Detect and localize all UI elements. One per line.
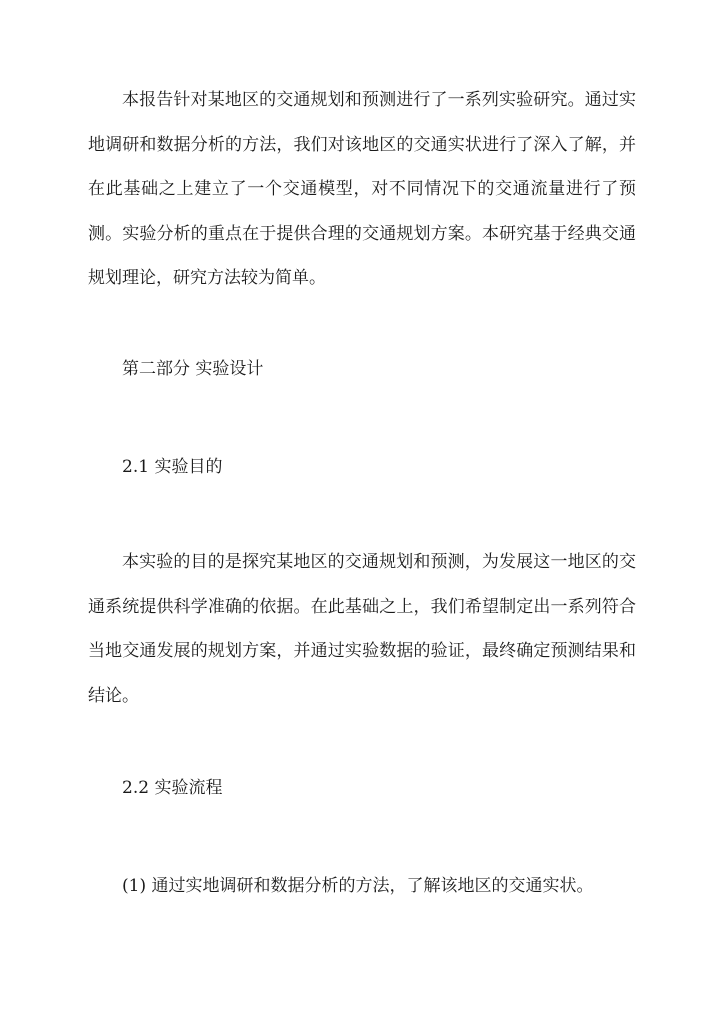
section-2-2-heading: 2.2 实验流程 [122, 778, 223, 798]
part-heading: 第二部分 实验设计 [122, 359, 264, 379]
section-2-1-paragraph: 本实验的目的是探究某地区的交通规划和预测，为发展这一地区的交通系统提供科学准确的依据。在此基础之上，我们希望制定出一系列符合当地交通发展的规划方案，并通过实验数据的验证，最终确定预测结果和结论。 [88, 552, 636, 706]
intro-paragraph: 本报告针对某地区的交通规划和预测进行了一系列实验研究。通过实地调研和数据分析的方法，我们对该地区的交通实状进行了深入了解，并在此基础之上建立了一个交通模型，对不同情况下的交通流量进行了预测。实验分析的重点在于提供合理的交通规划方案。本研究基于经典交通规划理论，研究方法较为简单。 [88, 90, 636, 288]
section-2-1-heading: 2.1 实验目的 [122, 457, 223, 477]
step-1-list-item: (1) 通过实地调研和数据分析的方法，了解该地区的交通实状。 [122, 876, 594, 896]
